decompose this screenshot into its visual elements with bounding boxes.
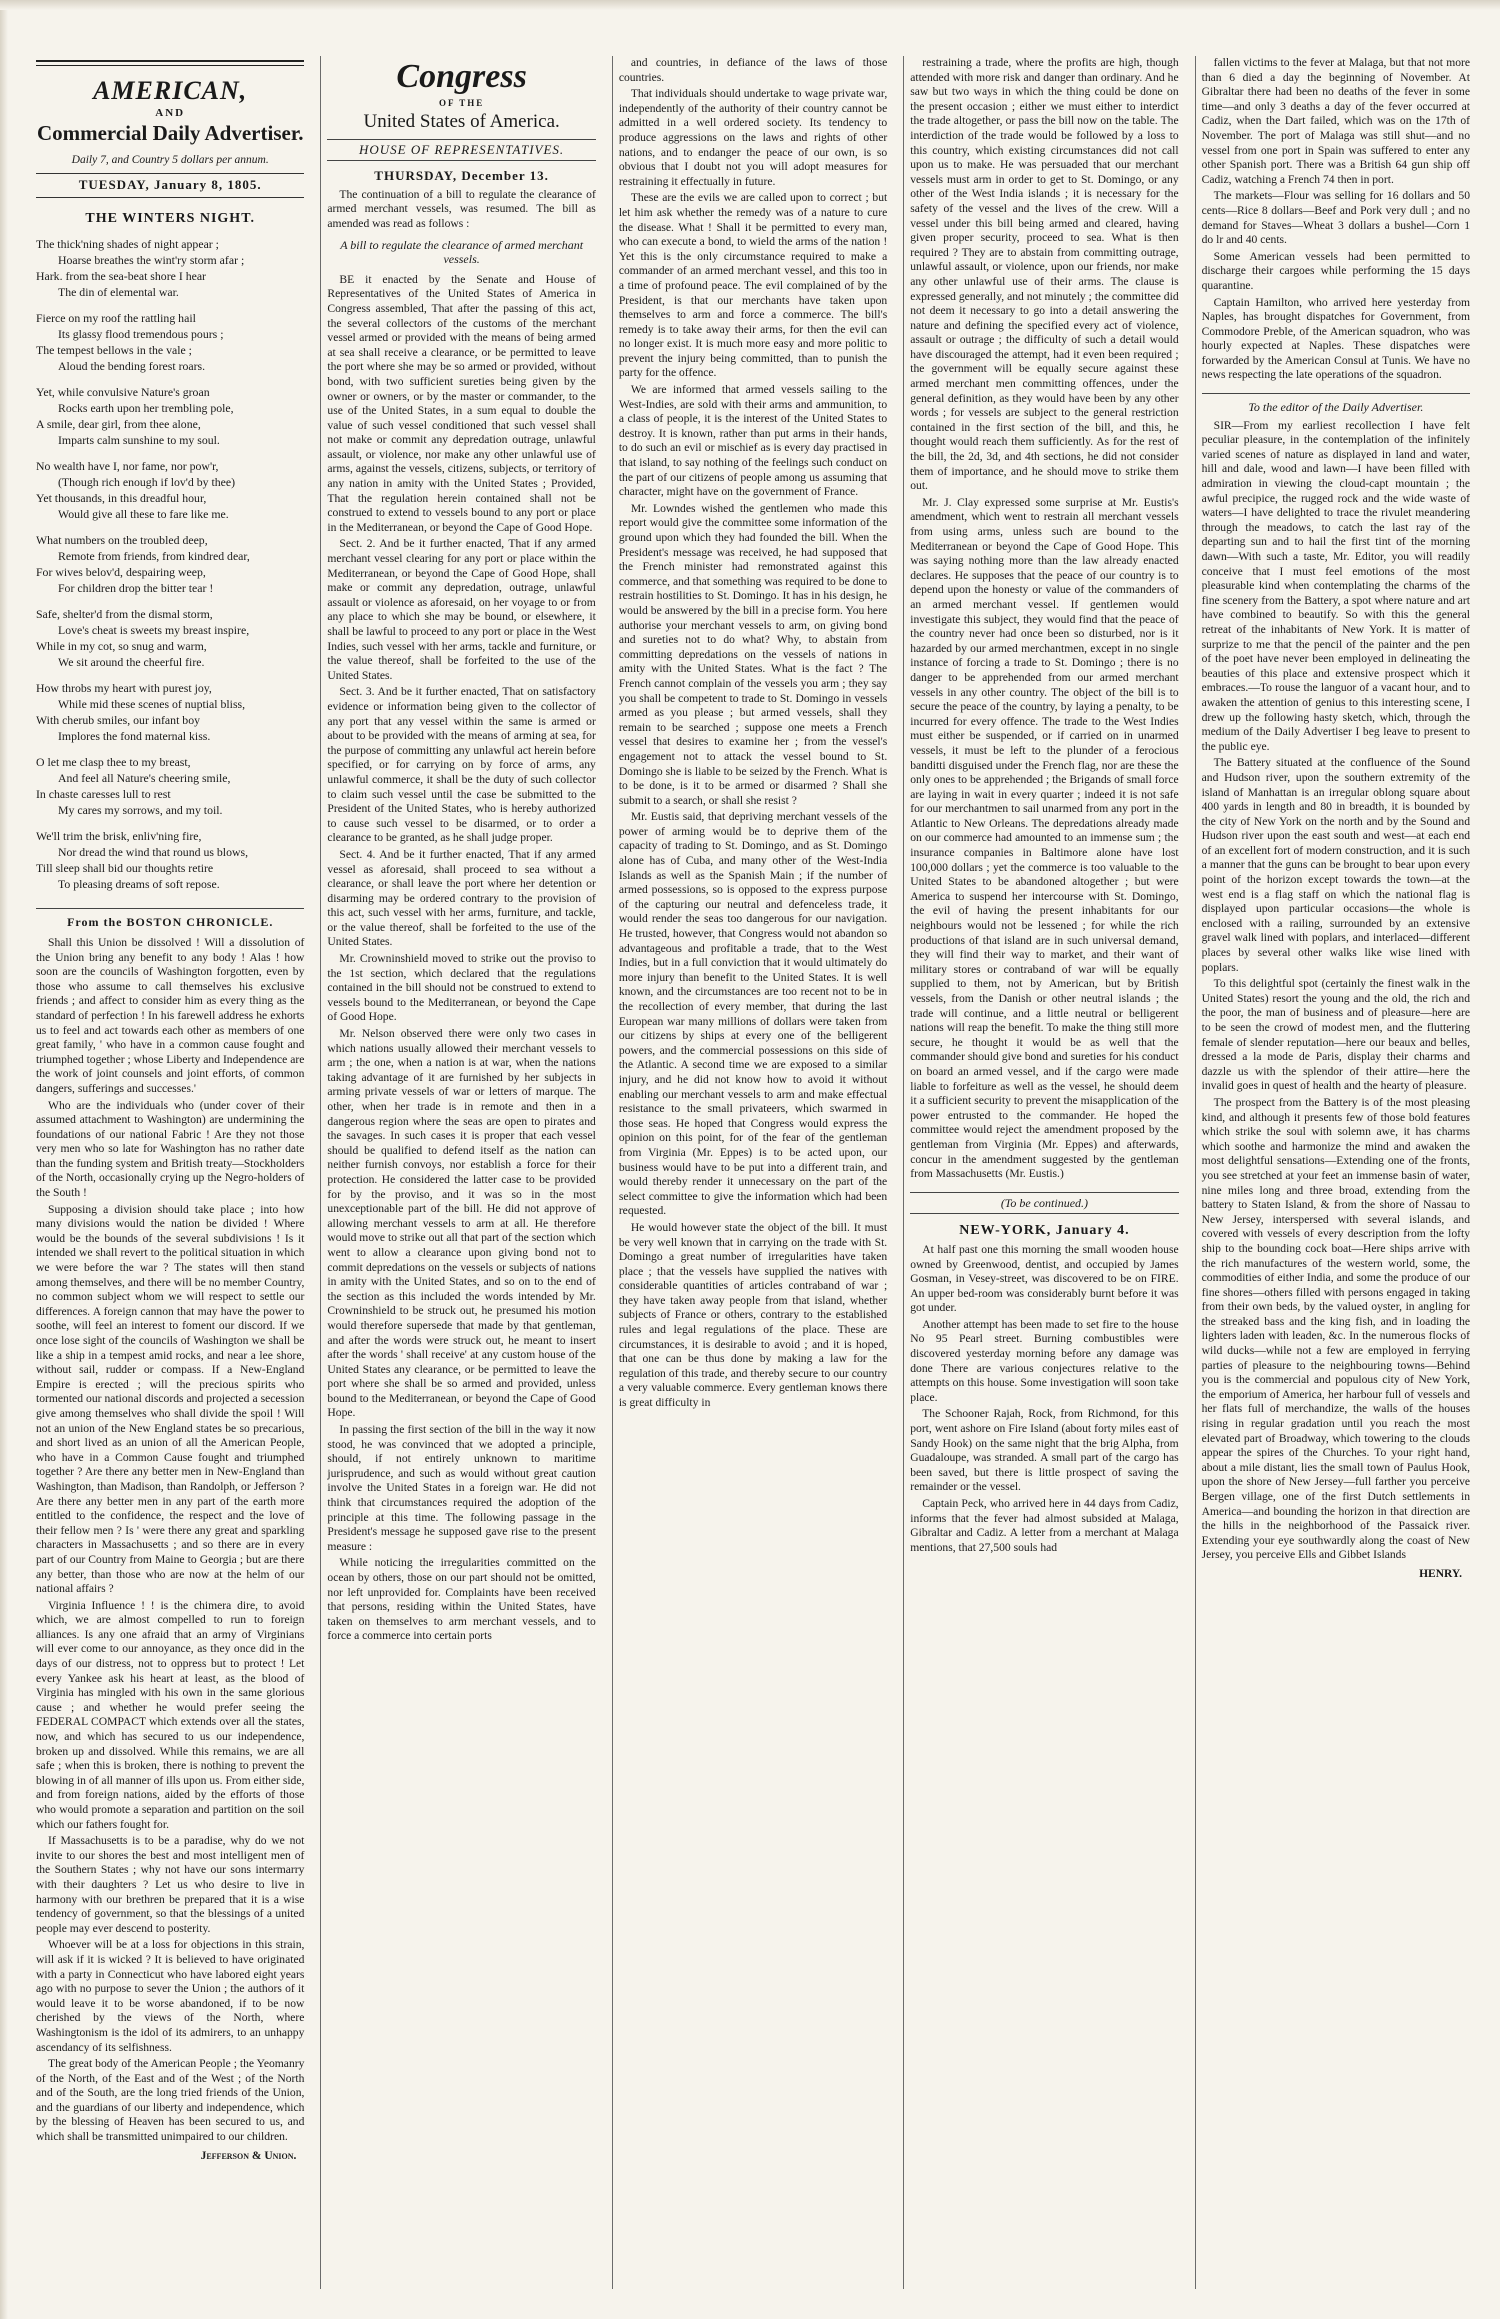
masthead-subtitle: Commercial Daily Advertiser. [36, 120, 304, 145]
article-paragraph: Shall this Union be dissolved ! Will a dissolution of the Union bring any benefit to any body ! Alas ! how soon are the councils of Washington forgotten, even by those who assume to call themselves his exclusive friends ; and affect to consider him as every thing as the standard of perfection ! In his farewell address he exhorts us to feel and act towards each other as members of one great family, ' who have in a common cause fought and triumphed together ; whose Liberty and Independence are the work of joint counsels and joint efforts, of common dangers, sufferings and successes.' [36, 935, 305, 1095]
congress-dateline: THURSDAY, December 13. [374, 168, 549, 184]
poem-line: Love's cheat is sweets my breast inspire, [58, 623, 250, 638]
letter-paragraph: SIR—From my earliest recollection I have felt peculiar pleasure, in the contemplation of the infinitely varied scenes of nature as displayed in land and water, hill and dale, wood and lawn—I have been filled with admiration in viewing the cloud-capt mountain ; the awful precipice, the rugged rock and the wide waste of waters—I have delighted to trace the rivulet meandering through the meadows, to catch the last ray of the departing sun and to hail the first tint of the morning dawn—With such a taste, Mr. Editor, you will readily conceive that I must feel emotions of the most pleasurable kind when contemplating the charms of the fine scenery from the Battery, a spot where nature and art have combined to beautify. So with this the general retreat of the inhabitants of New York. It is matter of surprize to me that the pencil of the painter and the pen of the poet have never been employed in delineating the beauties of this place and extensive prospect which it embraces.—To rouse the languor of a vacant hour, and to awaken the attention of genius to this interesting scene, I drew up the following hasty sketch, which, through the medium of the Daily Advertiser I beg leave to present to the public eye. [1201, 418, 1471, 753]
debate-paragraph: While noticing the irregularities committed on the ocean by others, those on our part should not be omitted, nor left unprovided for. Complaints have been received that persons, residing within the United States, have taken on themselves to arm merchant vessels, and to force a commerce into certain ports [327, 1556, 596, 1643]
poem-line: To pleasing dreams of soft repose. [58, 877, 220, 892]
letter-paragraph: To this delightful spot (certainly the finest walk in the United States) resort the young and the old, the rich and the poor, the man of business and of pleasure—here are to be seen the crowd of modest men, and the fluttering female of slender reputation—here our beaux and belles, dressed a la mode de Paris, display their charms and dazzle us with the splendor of their attire—here the invalid goes in quest of health and the hearty of pleasure. [1201, 977, 1471, 1093]
poem-stanza [36, 458, 304, 522]
debate-paragraph: In passing the first section of the bill in the way it now stood, he was convinced that we adopted a principle, should, if not entirely unknown to maritime jurisprudence, and such as would without great caution involve the United States in a foreign war. He did not think that circumstances required the adoption of the principle at this time. The following passage in the President's message he supposed gave rise to the present measure : [327, 1423, 596, 1553]
column-2 [320, 56, 601, 2289]
article-paragraph: If Massachusetts is to be a paradise, why do we not invite to our shores the best and most intelligent men of the Southern States ; why not have our sons intermarry with their daughters ? Let us who desire to live in harmony with our brethren be prepared that it is a wise tendency of government, so that the blessings of a united people may ever descend to posterity. [36, 1834, 305, 1935]
poem-line: Yet, while convulsive Nature's groan [36, 385, 210, 400]
bill-section: BE it enacted by the Senate and House of Representatives of the United States of America in Congress assembled, That after the passing of this act, the several collectors of the customs of the merchant vessel armed or provided with the means of being armed at sea shall receive a clearance, or be permitted to leave the port where she may be so armed or provided, without bond, with two sufficient sureties being given by the owner or owners, or by the master or commander, to the use of the United States, in a sum equal to double the value of such vessel conditioned that such vessel shall not make or commit any depredation outrage, unlawful assault, or violence, nor make any other unlawful use of arms, against the vessels, citizens, subjects, or territory of any nation in amity with the United States ; Provided, That the regulation herein contained shall not be construed to extend to vessels bound to any port or place in the Mediterranean, or beyond the Cape of Good Hope. [327, 272, 596, 534]
poem-line: Till sleep shall bid our thoughts retire [36, 861, 214, 876]
issue-date: TUESDAY, January 8, 1805. [36, 173, 304, 198]
poem-line: We sit around the cheerful fire. [58, 655, 205, 670]
house-heading: HOUSE OF REPRESENTATIVES. [327, 139, 595, 162]
poem-line: Safe, shelter'd from the dismal storm, [36, 607, 213, 622]
letter-to-editor [1202, 419, 1470, 1563]
poem-line: The tempest bellows in the vale ; [36, 343, 192, 358]
debate-paragraph: Mr. Nelson observed there were only two cases in which nations usually allowed their merchant vessels to arm ; the one, when a nation is at war, when the nations taking advantage of it are furnished by her subjects in arming private vessels of war or letters of marque. The other, when her trade is in remote and then in a dangerous region where the seas are open to pirates and the savages. In such cases it is proper that each vessel should be qualified to defend itself as the nation can neither furnish convoys, nor establish a force for their protection. He considered the latter case to be provided for by the proviso, and it was so in the most unexceptionable part of the bill. He did not approve of allowing merchant vessels to arm at all. He therefore would move to strike out all that part of the section which went to allow a clearance upon giving bond not to commit depredations on the vessels or subjects of nations in amity with the United States, and so on to the end of the section as this included the words intended by Mr. Crowninshield to be struck out, he presumed his motion would therefore supersede that made by that gentleman, and after the words were struck out, he meant to insert after the words ' shall receive' at any custom house of the United States any clearance, or be permitted to leave the port where she shall be so armed and provided, unless bound to the Mediterranean, or beyond the Cape of Good Hope. [327, 1027, 596, 1420]
news-item: The Schooner Rajah, Rock, from Richmond, for this port, went ashore on Fire Island (about forty miles east of Sandy Hook) on the same night that the brig Alpha, from Guadaloupe, was stranded. A small part of the cargo has been saved, but there is little prospect of saving the remainder or the vessel. [910, 1407, 1179, 1494]
poem-line: My cares my sorrows, and my toil. [58, 803, 223, 818]
poem-line: And feel all Nature's cheering smile, [58, 771, 231, 786]
news-item: Some American vessels had been permitted to discharge their cargoes while performing the 15 days quarantine. [1201, 249, 1471, 292]
masthead-title: AMERICAN, [93, 76, 248, 105]
congress-title: Congress [396, 58, 527, 95]
congress-intro: The continuation of a bill to regulate the clearance of armed merchant vessels, was resumed. The bill as amended was read as follows : [327, 187, 596, 230]
poem-line: While mid these scenes of nuptial bliss, [58, 697, 246, 712]
to-be-continued: (To be continued.) [910, 1192, 1178, 1215]
local-news [910, 1243, 1178, 1555]
poem-line: Rocks earth upon her trembling pole, [58, 401, 234, 416]
bill-section: Sect. 3. And be it further enacted, That on satisfactory evidence or information being given to the collector of any port that any vessel within the same is armed or about to be provided with the means of arming at sea, for the purpose of committing any unlawful act herein before specified, or for carrying on by force of arms, any unlawful commerce, it shall be the duty of such collector to claim such vessel until the case be submitted to the President of the United States, who is hereby authorized to cause such vessel to be disarmed, or to order a clearance to be granted, as he shall judge proper. [327, 685, 596, 845]
article-paragraph: Who are the individuals who (under cover of their assumed attachment to Washington) are undermining the foundations of our national Fabric ! Are they not those very men who so late for Washington has no rather date than the funding system and British treaty—Stockholders of the North, occasionally crying up the Negro-holders of the South ! [36, 1098, 305, 1200]
poem-title: THE WINTERS NIGHT. [85, 210, 255, 226]
letter-paragraph: The Battery situated at the confluence of the Sound and Hudson river, upon the southern extremity of the island of Manhattan is an irregular oblong square about 400 yards in length and 80 in breadth, it is bounded by the city of New York on the north and by the Sound and Hudson river upon the east south and west—at each end of an excellent fort of modern construction, and it is such a manner that the guns can be brought to bear upon every point of the horizon except towards the town—at the west end is a flag staff on which the national flag is displayed upon particular occasions—the whole is enclosed with a railing, surrounded by an extensive gravel walk lined with poplars, and interlaced—different places by several other walks like wise lined with poplars. [1201, 756, 1471, 974]
boston-chronicle-heading: From the BOSTON CHRONICLE. [36, 908, 304, 930]
news-item: At half past one this morning the small wooden house owned by Greenwood, dentist, and occupied by James Gosman, in Vesey-street, was discovered to be on FIRE. An upper bed-room was considerably burnt before it was got under. [910, 1242, 1179, 1315]
masthead-and: AND [155, 107, 186, 119]
column-1 [30, 56, 310, 2289]
page-edge-shadow [0, 0, 8, 2319]
poem-line: Would give all these to fare like me. [58, 507, 229, 522]
congress-of-the: OF THE [438, 98, 485, 108]
poem-stanza [36, 680, 304, 744]
congress-debate-concluded [910, 56, 1178, 1182]
letter-paragraph: The prospect from the Battery is of the most pleasing kind, and although it presents few of those bold features which strike the soul with solemn awe, it has charms which soothe and harmonize the mind and awaken the most delightful sensations—Extending one of the fronts, you see stretched at your feet an immense basin of water, nine miles long and three broad, extending from the battery to Staten Island, & from the shore of Nassau to New Jersey, interspersed with several islands, and covered with vessels of every description from the lofty ship to the bounding cock boat—Here ships arrive with the rich manufactures of the western world, some, the commodities of either India, and some the produce of our fine shores—others filled with persons engaged in taking from their own beds, by the valued oyster, in angling for the streaked bass and the king fish, and in loading the lighters laden with leaden, &c. In the numerous flocks of wild ducks—while not a few are employed in ferrying parties of pleasure to the neighbouring towns—Behind you is the commercial and populous city of New York, the emporium of America, her harbour full of vessels and her flats full of merchandize, the walls of the houses rising in regular gradation until you reach the most elevated part of Broadway, which towering to the clouds appear the spires of the Churches. To your right hand, about a mile distant, lies the small town of Paulus Hook, upon the shore of New Jersey—full farther you perceive Bergen village, one of the first Dutch settlements in America—and bounding the horizon in that direction are the hills in the neighborhood of the Passaick river. Extending your eye southwardly along the coast of New Jersey, you perceive Ells and Gibbet Islands [1201, 1095, 1471, 1562]
poem-line: Hoarse breathes the wint'ry storm afar ; [58, 253, 245, 268]
debate-paragraph: That individuals should undertake to wage private war, independently of the authority of their country cannot be admitted in a well ordered society. Its tendency to produce aggressions on the laws and rights of other nations, and to endanger the peace of our own, is so obvious that I doubt not you will adopt measures for restraining it effectually in future. [618, 87, 888, 188]
poem-line: Nor dread the wind that round us blows, [58, 845, 249, 860]
news-item: fallen victims to the fever at Malaga, but that not more than 6 died a day the beginning of November. At Gibraltar there had been no deaths of the fever in some time—and only 3 deaths a day of the fever occurred at Cadiz, when the Dart failed, which was on the 17th of November. The port of Malaga was still shut—and no vessel from one port in Spain was suffered to enter any other Spanish port. There was a British 64 gun ship off Cadiz, watching a French 74 then in port. [1201, 56, 1471, 186]
poem-stanza [36, 754, 304, 818]
debate-paragraph: restraining a trade, where the profits are high, though attended with more risk and danger than ordinary. And he saw but two ways in which the thing could be done on the present occasion ; either we must either to interdict the trade altogether, or pass the bill now on the table. The interdiction of the trade would be followed by a loss to this country, which existing circumstances did not call upon us to make. He was persuaded that our merchant vessels must arm in order to get to St. Domingo, or any other of the West India islands ; it is necessary for the safety of the vessel and the lives of the crew. Will a vessel under this bill being armed and cleared, having given proper security, proceed to sea. What is then required ? They are to abstain from committing outrage, unlawful assault, or violence, upon our friends, nor make any other unlawful use of their arms. The clause is expressed generally, and not minutely ; the committee did not deem it necessary to go into a detail answering the nature and defining the specified every act of violence, assault or outrage ; the difficulty of such a detail would have discouraged the attempt, had it even been required ; the government will be equally secure against these armed merchant men committing offences, under the general definition, as they would have been by any other words ; for vessels are subject to the general restriction contained in the first section of the bill, and this, he thought would reach them sufficiently. As for the rest of the bill, the 2d, 3d, and 4th sections, he did not consider them of importance, and he should move to strike them out. [910, 56, 1179, 493]
poem-stanza [36, 606, 304, 670]
poem-line: Fierce on my roof the rattling hail [36, 311, 196, 326]
congress-debate-continued [619, 56, 887, 1411]
article-paragraph: Supposing a division should take place ; into how many divisions would the nation be divided ! Where would be the bounds of the several subdivisions ! Is it intended we shall revert to the political situation in which we were before the war ? The states will then stand among themselves, and there will be no member Country, no common subject whom we will respect to settle our differences. A foreign cannon that may have the power to soothe, will feel an interest to foment our discord. If we once lose sight of the councils of Washington we shall be like a ship in a tempest amid rocks, and near a lee shore, without sail, rudder or compass. If a New-England Empire is erected ; will the precious spirits who tormented our national discords and projected a secession give among themselves who shall divide the spoil ! Will not an union of the New England states be so precarious, and short lived as an union of all the American People, who have in a Common Cause fought and triumphed together ? Are there any better men in New-England than Washington, than Madison, than Randolph, or Jefferson ? Are there any better men in any part of the earth more entitled to the confidence, the respect and the love of their fellow men ? Is ' were there any great and sparkling characters in Massachusetts ; and so there are in every part of our Country from Maine to Georgia ; but are there any better, than those who are now at the helm of our national affairs ? [36, 1202, 305, 1596]
masthead-rule [36, 60, 304, 66]
debate-paragraph: We are informed that armed vessels sailing to the West-Indies, are sold with their arms and ammunition, to a class of people, it is the interest of the United States to destroy. It is known, rather than put arms in their hands, to do such an evil or mischief as is every day practised in that island, to say nothing of the feelings such conduct on the part of our citizens of people among us assuming that character, might have on the government of France. [618, 383, 888, 499]
boston-chronicle-article [36, 936, 304, 2145]
poem-stanza [36, 384, 304, 448]
debate-paragraph: Mr. J. Clay expressed some surprise at Mr. Eustis's amendment, which went to restrain all merchant vessels from using arms, unless such are bound to the Mediterranean or beyond the Cape of Good Hope. This was saying nothing more than the law already enacted declares. He supposes that the peace of our country is to depend upon the honesty or value of the commanders of an armed merchant vessel. If gentlemen would investigate this subject, they would find that the peace of the country never had once been so disturbed, nor is it hazarded by our armed merchantmen, except in no single instance of forcing a trade to St. Domingo ; there is no danger to be apprehended from our armed merchant vessels in any other country. The object of the bill is to secure the peace of the country, by laying a penalty, to be incurred for every offence. The trade to the West Indies must either be suspended, or if carried on in unarmed vessels, it must be left to the plunder of a ferocious banditti disguised under the French flag, nor are these the only ones to be apprehended ; the Brigands of small force are laying in wait in every quarter ; indeed it is not safe for our merchantmen to sail unarmed from any port in the Atlantic to New Orleans. The depredations already made on our commerce had amounted to an immense sum ; the insurance companies in Baltimore alone have lost 100,000 dollars ; yet the commerce is too valuable to the United States to be abandoned altogether ; but were America to suspend her intercourse with St. Domingo, the evil of having the present inhabitants for our neighbours would not be lessened ; for while the rich productions of that island are in such universal demand, they will find their way to market, and their want of military stores or contraband of war will be equally supplied to them, not by American, but by British vessels, from the Danish or other neutral islands ; the trade will continue, and a little neutral or belligerent nations will reap the benefit. To make the thing still more secure, he thought it would be as well that the commander should give bond and sureties for his conduct on board an armed vessel, and if the cargo were made liable to forfeiture as well as the vessel, he should deem it a sufficient security to prevent the misapplication of the power entrusted to the commander. He hoped the committee would reject the amendment proposed by the gentleman from Virginia (Mr. Eppes) and afterwards, concur in the amendment suggested by the gentleman from Massachusetts (Mr. Eustis.) [910, 495, 1179, 1181]
debate-paragraph: He would however state the object of the bill. It must be very well known that in carrying on the trade with St. Domingo a great number of irregularities have taken place ; that the vessels have supplied the natives with considerable quantities of articles contraband of war ; they have taken away people from that island, whether subjects of France or others, contrary to the established rules and legal regulations of the place. These are circumstances, it is desirable to avoid ; and it is hoped, that one can be thus done by making a law for the regulation of this trade, and thereby secure to our country a very valuable commerce. Every gentleman knows there is great difficulty in [618, 1220, 888, 1410]
poem-line: Remote from friends, from kindred dear, [58, 549, 250, 564]
poem-line: What numbers on the troubled deep, [36, 533, 208, 548]
new-york-dateline: NEW-YORK, January 4. [959, 1223, 1130, 1239]
poem-line: While in my cot, so snug and warm, [36, 639, 207, 654]
poem-stanza [36, 532, 304, 596]
poem-stanza [36, 236, 304, 300]
poem-line: O let me clasp thee to my breast, [36, 755, 191, 770]
column-3 [612, 56, 893, 2289]
news-item: Another attempt has been made to set fire to the house No 95 Pearl street. Burning combustibles were discovered yesterday morning before any damage was done There are various conjectures relative to the attempts on this house. Some investigation will soon take place. [910, 1317, 1179, 1404]
poem-line: The din of elemental war. [58, 285, 179, 300]
article-paragraph: The great body of the American People ; the Yeomanry of the North, of the East and of the West ; of the North and of the South, are the long tried friends of the Union, and the guardians of our liberty and independence, which by the blessing of Heaven has been secured to us, and which shall be transmitted unimpaired to our children. [36, 2057, 305, 2144]
bill-section: Sect. 4. And be it further enacted, That if any armed vessel as aforesaid, shall proceed to sea without a clearance, or shall leave the port where her detention or disarming may be ordered contrary to the provision of this act, such vessel with her arms, furniture, and tackle, or the value thereof, shall be forfeited to the use of the United States. [327, 847, 596, 949]
poem-line: Aloud the bending forest roars. [58, 359, 206, 374]
poem-line: Yet thousands, in this dreadful hour, [36, 491, 207, 506]
poem-line: With cherub smiles, our infant boy [36, 713, 200, 728]
poem-line: Imparts calm sunshine to my soul. [58, 433, 220, 448]
congress-debate [327, 952, 595, 1644]
poem-line: For wives belov'd, despairing weep, [36, 565, 206, 580]
debate-paragraph: Mr. Crowninshield moved to strike out the proviso to the 1st section, which declared that the regulations contained in the bill should not be construed to extend to vessels bound to the Mediterranean, or beyond the Cape of Good Hope. [327, 952, 596, 1024]
poem-line: Its glassy flood tremendous pours ; [58, 327, 224, 342]
poem-line: No wealth have I, nor fame, nor pow'r, [36, 459, 219, 474]
poem-body [36, 236, 304, 892]
news-item: Captain Peck, who arrived here in 44 days from Cadiz, informs that the fever had almost subsided at Malaga, Gibraltar and Cadiz. A letter from a merchant at Malaga mentions, that 27,500 souls had [910, 1497, 1179, 1554]
letter-signature: HENRY. [1419, 1567, 1463, 1580]
foreign-news [1202, 56, 1470, 383]
article-paragraph: Whoever will be at a loss for objections in this strain, will ask if it is wicked ? It is believed to have originated with a party in Connecticut who have labored eight years ago with no purpose to sever the Union ; the authors of it would leave it to be worse abandoned, if to be now cherished by the views of the North, where Washingtonism is the idol of its admirers, to an unhappy ascendancy of its selfishness. [36, 1938, 305, 2054]
masthead-terms: Daily 7, and Country 5 dollars per annum. [71, 153, 269, 166]
news-item: Captain Hamilton, who arrived here yesterday from Naples, has brought dispatches for Government, from Commodore Preble, of the American squadron, who was hourly expected at Naples. These dispatches were forwarded by the American Consul at Tunis. We have no news respecting the late operations of the squadron. [1201, 295, 1471, 382]
page-top-shadow [0, 0, 1500, 10]
poem-line: Hark. from the sea-beat shore I hear [36, 269, 206, 284]
article-paragraph: Virginia Influence ! ! is the chimera dire, to avoid which, we are almost compelled to run to foreign alliances. Is any one afraid that an army of Virginians will ever come to our annoyance, as they once did in the days of our distress, not to oppress but to protect ! Let every Yankee ask his heart at least, as the blood of Virginia has mingled with his own in the same glorious cause ; and whether he would prefer seeing the FEDERAL COMPACT which extends over all the states, now, and which has secured to us our independence, broken up and dissolved. While this remains, we are all safe ; when this is broken, there is nothing to prevent the blowing in of all manner of ills upon us. From either side, and from foreign nations, aided by the efforts of those who would promote a separation and partition on the soil which our fathers fought for. [36, 1598, 305, 1831]
bill-title: A bill to regulate the clearance of armed merchant vessels. [340, 237, 584, 267]
poem-stanza [36, 828, 304, 892]
poem-stanza [36, 310, 304, 374]
column-4 [903, 56, 1184, 2289]
poem-line: How throbs my heart with purest joy, [36, 681, 212, 696]
boston-signature: Jefferson & Union. [200, 2149, 297, 2162]
poem-line: In chaste caresses lull to rest [36, 787, 171, 802]
news-item: The markets—Flour was selling for 16 dollars and 50 cents—Rice 8 dollars—Beef and Pork very dull ; and no demand for Staves—Wheat 3 dollars a bushel—Corn 1 do lr and 40 cents. [1201, 189, 1471, 247]
poem-line: The thick'ning shades of night appear ; [36, 237, 219, 252]
bill-sections [327, 273, 595, 950]
columns [30, 56, 1476, 2289]
letter-heading: To the editor of the Daily Advertiser. [1202, 393, 1470, 415]
poem-line: Implores the fond maternal kiss. [58, 729, 211, 744]
debate-paragraph: Mr. Eustis said, that depriving merchant vessels of the power of arming would be to deprive them of the capacity of trading to St. Domingo, and as St. Domingo alone has of Cuba, and many other of the West-India Islands as well as the Spanish Main ; if the number of armed possessions, so is opposed to the express purpose of the capturing our neutral and defenceless trade, it would render the seas too dangerous for our navigation. He trusted, however, that Congress would not abandon so advantageous and profitable a trade, that to the West Indies, but in a full conviction that it would ultimately do more injury than benefit to the United States. It is well known, and the circumstances are too recent not to be in the recollection of every member, that during the last European war many millions of dollars were taken from our citizens by ships at every one of the belligerent powers, and the commercial possessions on this side of the Atlantic. A second time we are exposed to a similar injury, and he did not know how to avoid it without enabling our merchant vessels to arm and make effectual resistance to the small privateers, which swarmed in those seas. He hoped that Congress would express the opinion on this point, for of the fear of the gentleman from Virginia (Mr. Eppes) is to be acted upon, our business would have to be put into a different train, and would thereby render it unnecessary on the part of the select committee to give the information which had been requested. [618, 810, 888, 1218]
bill-section: Sect. 2. And be it further enacted, That if any armed merchant vessel clearing for any port or place within the Mediterranean, or beyond the Cape of Good Hope, shall make or commit any depredation, outrage, unlawful assault or violence as aforesaid, on her voyage to or from any place to which she may be bound, or elsewhere, it shall be lawful to proceed to any port or place in the West Indies, such vessel with her arms, tackle and furniture, or the value thereof, shall be forfeited to the use of the United States. [327, 537, 596, 682]
poem-line: We'll trim the brisk, enliv'ning fire, [36, 829, 202, 844]
congress-subtitle: United States of America. [363, 110, 560, 132]
poem-line: A smile, dear girl, from thee alone, [36, 417, 201, 432]
debate-paragraph: Mr. Lowndes wished the gentlemen who made this report would give the committee some information of the ground upon which they had founded the bill. When the President's message was received, he had supposed that the French minister had remonstrated against this commerce, and that something was required to be done to restrain hostilities to St. Domingo. It has in his design, he would be answered by the bill in a precise form. You here authorise your merchant vessels to arm, on giving bond and sureties not to do what? Why, to abstain from committing depredations on the vessels of nations in amity with the United States. What is the fact ? The French cannot complain of the vessels you arm ; they say you shall be competent to trade to St. Domingo in vessels armed as you please ; but armed vessels, shall they remain to be searched ; suppose one meets a French vessel that desires to examine her ; from the vessel's engagement not to attack the vessel bound to St. Domingo she is liable to be seized by the French. What is to be done, is it to be armed or disarmed ? Shall she submit to a search, or shall she resist ? [618, 501, 888, 807]
column-5 [1195, 56, 1476, 2289]
poem-line: (Though rich enough if lov'd by thee) [58, 475, 236, 490]
debate-paragraph: These are the evils we are called upon to correct ; but let him ask whether the remedy was of a nature to cure the disease. What ! Shall it be permitted to every man, who can execute a bond, to wield the arms of the nation ! Yet this is the only circumstance required to make a commander of an armed merchant vessel, and this too in a time of profound peace. The evil complained of by the President, is that our merchants have taken upon themselves to arm and force a commerce. The bill's remedy is to take away their arms, for then the evil can no longer exist. It is much more easy and more politic to prevent the injury being committed, than to punish the party for the offence. [618, 191, 888, 380]
poem-line: For children drop the bitter tear ! [58, 581, 214, 596]
debate-paragraph: and countries, in defiance of the laws of those countries. [618, 56, 888, 84]
